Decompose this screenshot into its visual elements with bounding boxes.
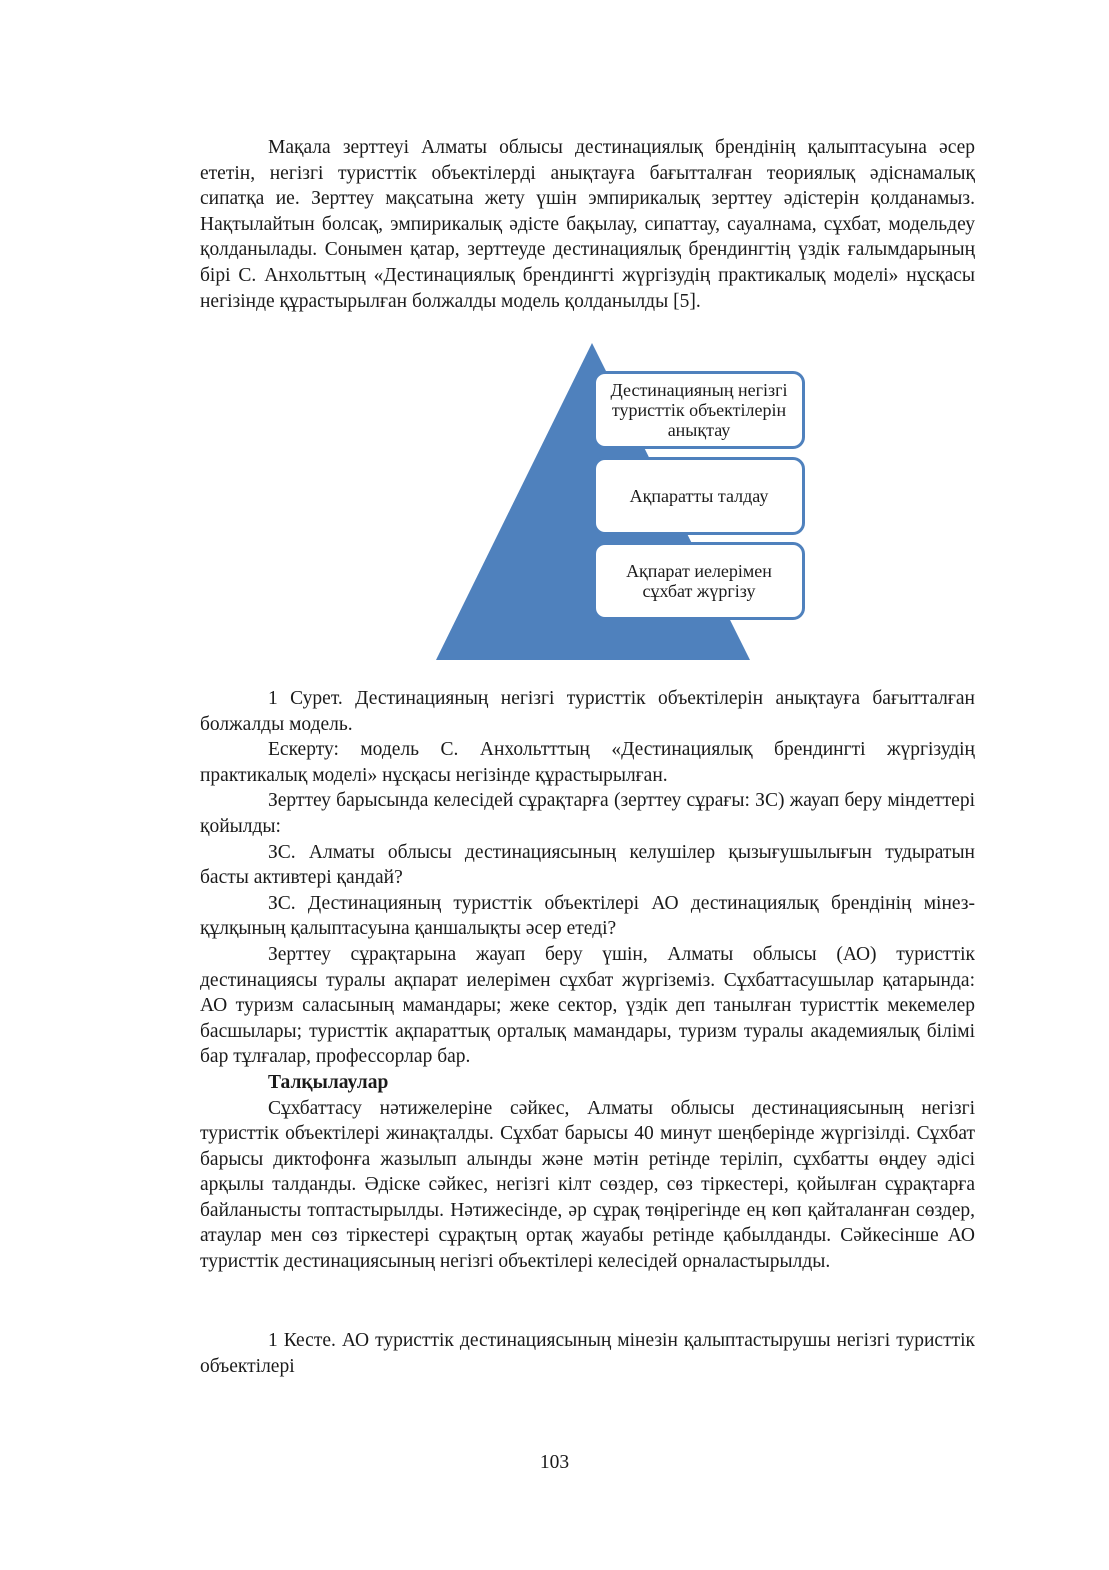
discussion-paragraph: Сұхбаттасу нәтижелеріне сәйкес, Алматы облысы дестинациясының негізгі туристтік объектілері жинақталды. Сұхбат барысы 40 минут шеңберінде жүргізілді. Сұхбат барысы диктофонға жазылып алынды және мәтін ретінде теріліп, сұхбатты өңдеу әдісі арқылы талданды. Әдіске сәйкес, негізгі кілт сөздер, сөз тіркестері, қойылған сұрақтарға байланысты топтастырылды. Нәтижесінде, әр сұрақ төңірегінде ең көп қайталанған сөздер, атаулар мен сөз тіркестері сұрақтың ортақ жауабы ретінде қабылданды. Сәйкесінше АО туристтік дестинациясының негізгі объектілері келесідей орналастырылды.	[200, 1097, 975, 1273]
diagram-level-1-label: Дестинацияның негізгі туристтік объектілерін анықтау	[610, 380, 788, 440]
diagram-level-3-label: Ақпарат иелерімен сұхбат жүргізу	[626, 561, 772, 601]
discussion-heading: Талқылаулар	[268, 1071, 389, 1093]
diagram-level-2-label: Ақпаратты талдау	[629, 486, 769, 506]
research-question-1: ЗС. Алматы облысы дестинациясының келушілер қызығушылығын тудыратын басты активтері қандай?	[200, 841, 975, 889]
table-caption-section	[200, 1328, 975, 1379]
research-question-2: ЗС. Дестинацияның туристтік объектілері АО дестинациялық брендінің мінез-құлқының қалыптасуына қаншалықты әсер етеді?	[200, 892, 975, 940]
figure-note: Ескерту: модель С. Анхольтттың «Дестинациялық брендингті жүргізудің практикалық моделі» нұсқасы негізінде құрастырылған.	[200, 739, 975, 786]
interview-paragraph: Зерттеу сұрақтарына жауап беру үшін, Алматы облысы (АО) туристтік дестинациясы туралы ақпарат иелерімен сұхбат жүргіземіз. Сұхбаттасушылар қатарында: АО туризм саласының мамандары; жеке сектор, үздік деп танылған туристтік мекемелер басшылары; туристтік ақпараттық орталық мамандары, туризм туралы академиялық білімі бар тұлғалар, профессорлар бар.	[200, 943, 975, 1068]
figure-caption: 1 Сурет. Дестинацияның негізгі туристтік объектілерін анықтауға бағытталған болжалды модель.	[200, 688, 975, 735]
table-caption: 1 Кесте. АО туристтік дестинациясының мінезін қалыптастырушы негізгі туристтік объектілері	[200, 1330, 975, 1377]
research-intro: Зерттеу барысында келесідей сұрақтарға (зерттеу сұрағы: ЗС) жауап беру міндеттері қойылды:	[200, 790, 975, 837]
page-number: 103	[539, 1452, 570, 1473]
diagram-level-3	[593, 542, 805, 620]
diagram-level-1	[593, 371, 805, 449]
diagram-level-2	[593, 457, 805, 535]
intro-section	[200, 135, 975, 314]
body-section	[200, 686, 975, 1275]
intro-paragraph: Мақала зерттеуі Алматы облысы дестинациялық брендінің қалыптасуына әсер ететін, негізгі туристтік объектілерді анықтауға бағытталған теориялық әдіснамалық сипатқа ие. Зерттеу мақсатына жету үшін эмпирикалық зерттеу әдістерін қолданамыз. Нақтылайтын болсақ, эмпирикалық әдісте бақылау, сипаттау, сауалнама, сұхбат, модельдеу қолданылады. Сонымен қатар, зерттеуде дестинациялық брендингтің үздік ғалымдарының бірі С. Анхольттың «Дестинациялық брендингті жүргізудің практикалық моделі» нұсқасы негізінде құрастырылған болжалды модель қолданылды [5].	[200, 137, 975, 312]
pyramid-diagram	[420, 343, 788, 668]
